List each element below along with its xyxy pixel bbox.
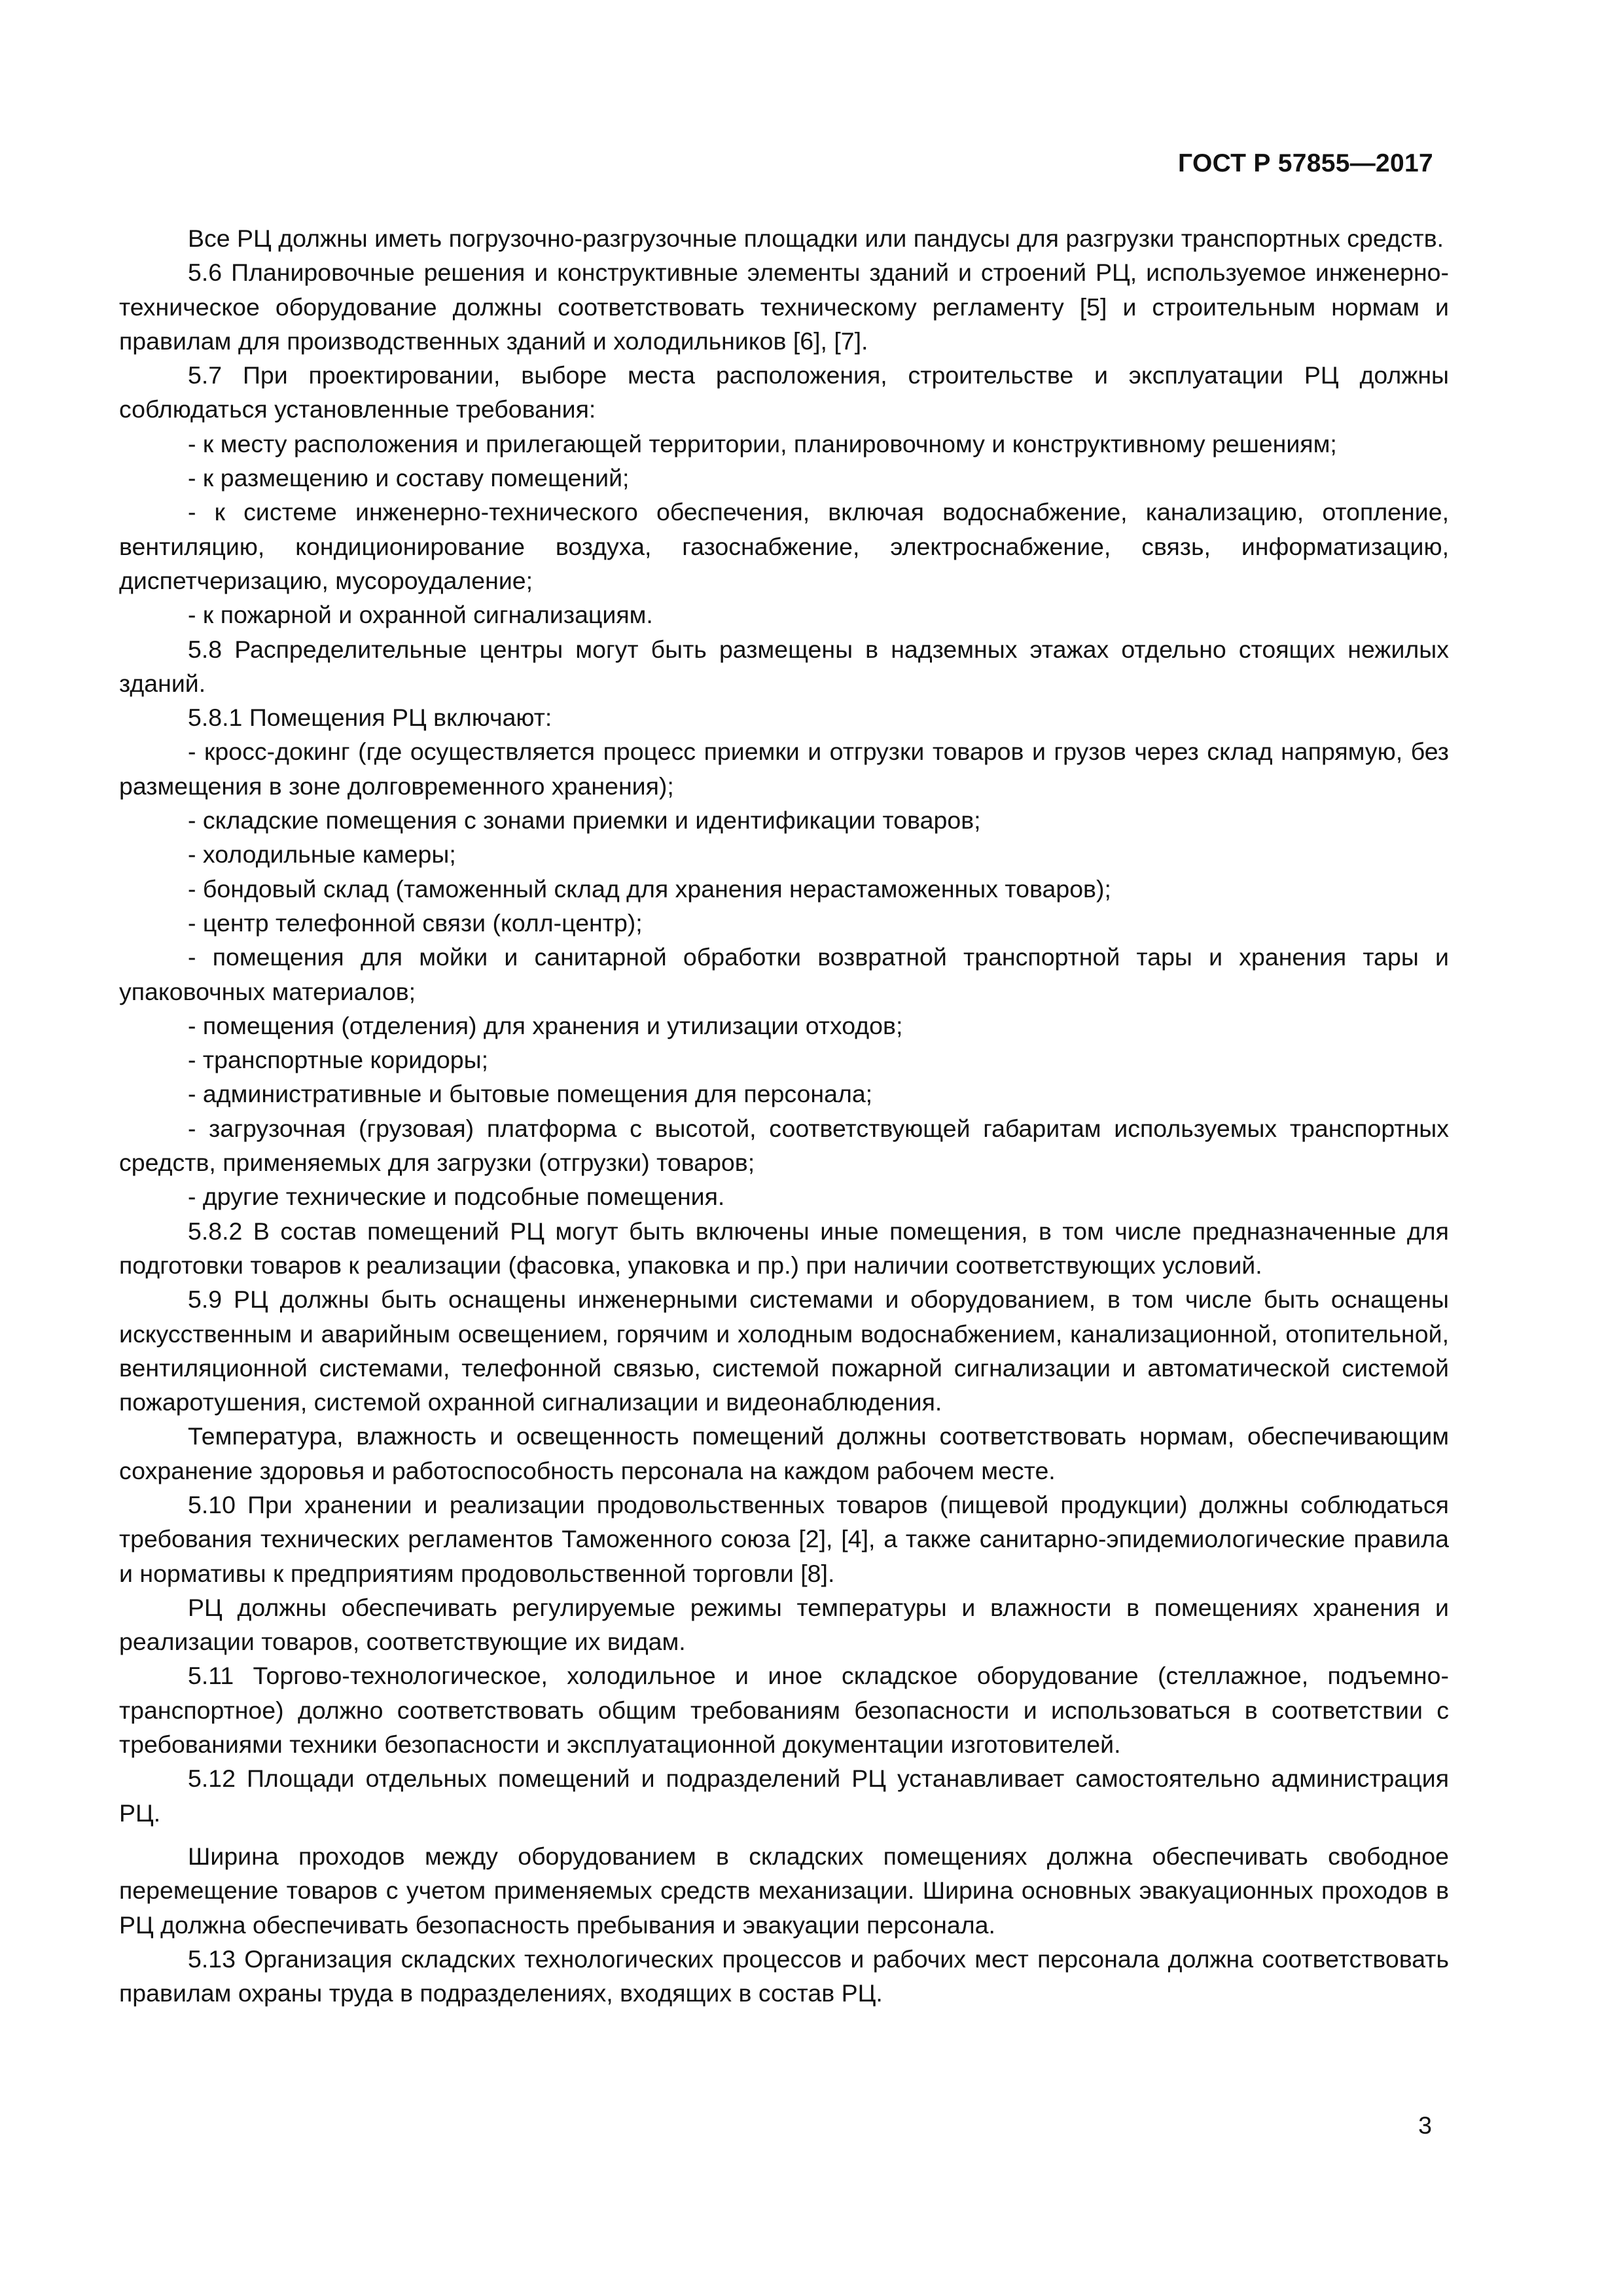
- list-item: - бондовый склад (таможенный склад для хранения нерастаможенных товаров);: [188, 874, 1111, 903]
- list-item: - к системе инженерно-технического обеспечения, включая водоснабжение, канализацию, отопление, вентиляцию, кондиционирование воздуха, газоснабжение, электроснабжение, связь, информатизацию, диспетчеризацию, мусороудаление;: [119, 498, 1449, 594]
- section-5-12: 5.12 Площади отдельных помещений и подразделений РЦ устанавливает самостоятельно администрация РЦ.: [119, 1765, 1449, 1827]
- section-5-10: 5.10 При хранении и реализации продовольственных товаров (пищевой продукции) должны соблюдаться требования технических регламентов Таможенного союза [2], [4], а также санитарно-эпидемиологические правила и нормативы к предприятиям продовольственной торговли [8].: [119, 1490, 1449, 1587]
- section-5-8-1: 5.8.1 Помещения РЦ включают:: [188, 704, 552, 732]
- list-item: - к пожарной и охранной сигнализациям.: [188, 601, 653, 629]
- standard-code-header: ГОСТ Р 57855—2017: [1178, 149, 1433, 177]
- list-item: - помещения (отделения) для хранения и утилизации отходов;: [188, 1011, 903, 1039]
- list-item: - загрузочная (грузовая) платформа с высотой, соответствующей габаритам используемых транспортных средств, применяемых для загрузки (отгрузки) товаров;: [119, 1114, 1449, 1177]
- list-item: - центр телефонной связи (колл-центр);: [188, 908, 643, 937]
- list-item: - холодильные камеры;: [188, 840, 456, 869]
- list-item: - к размещению и составу помещений;: [188, 464, 630, 492]
- list-item: - кросс-докинг (где осуществляется процесс приемки и отгрузки товаров и грузов через склад напрямую, без размещения в зоне долговременного хранения);: [119, 738, 1449, 800]
- paragraph: РЦ должны обеспечивать регулируемые режимы температуры и влажности в помещениях хранения и реализации товаров, соответствующие их видам.: [119, 1593, 1449, 1656]
- list-item: - к месту расположения и прилегающей территории, планировочному и конструктивному решениям;: [188, 429, 1337, 457]
- section-5-13: 5.13 Организация складских технологических процессов и рабочих мест персонала должна соответствовать правилам охраны труда в подразделениях, входящих в состав РЦ.: [119, 1945, 1449, 2007]
- section-5-8-2: 5.8.2 В состав помещений РЦ могут быть включены иные помещения, в том числе предназначенные для подготовки товаров к реализации (фасовка, упаковка и пр.) при наличии соответствующих условий.: [119, 1217, 1449, 1279]
- paragraph: Ширина проходов между оборудованием в складских помещениях должна обеспечивать свободное перемещение товаров с учетом применяемых средств механизации. Ширина основных эвакуационных проходов в РЦ должна обеспечивать безопасность пребывания и эвакуации персонала.: [119, 1842, 1449, 1939]
- list-item: - другие технические и подсобные помещения.: [188, 1183, 725, 1211]
- section-5-6: 5.6 Планировочные решения и конструктивные элементы зданий и строений РЦ, используемое инженерно-техническое оборудование должны соответствовать техническому регламенту [5] и строительным нормам и правилам для производственных зданий и холодильников [6], [7].: [119, 259, 1449, 355]
- section-5-11: 5.11 Торгово-технологическое, холодильное и иное складское оборудование (стеллажное, подъемно-транспортное) должно соответствовать общим требованиям безопасности и использоваться в соответствии с требованиями техники безопасности и эксплуатационной документации изготовителей.: [119, 1662, 1449, 1759]
- section-5-8: 5.8 Распределительные центры могут быть размещены в надземных этажах отдельно стоящих нежилых зданий.: [119, 635, 1449, 697]
- paragraph: Все РЦ должны иметь погрузочно-разгрузочные площадки или пандусы для разгрузки транспортных средств.: [188, 224, 1444, 252]
- section-5-9: 5.9 РЦ должны быть оснащены инженерными системами и оборудованием, в том числе быть оснащены искусственным и аварийным освещением, горячим и холодным водоснабжением, канализационной, отопительной, вентиляционной системами, телефонной связью, системой пожарной сигнализации и автоматической системой пожаротушения, системой охранной сигнализации и видеонаблюдения.: [119, 1285, 1449, 1416]
- page-number: 3: [1418, 2111, 1432, 2139]
- list-item: - складские помещения с зонами приемки и идентификации товаров;: [188, 806, 981, 834]
- body-text: [119, 221, 1449, 2010]
- list-item: - помещения для мойки и санитарной обработки возвратной транспортной тары и хранения тары и упаковочных материалов;: [119, 943, 1449, 1005]
- list-item: - административные и бытовые помещения для персонала;: [188, 1080, 873, 1108]
- section-5-7: 5.7 При проектировании, выборе места расположения, строительстве и эксплуатации РЦ должны соблюдаться установленные требования:: [119, 361, 1449, 423]
- paragraph: Температура, влажность и освещенность помещений должны соответствовать нормам, обеспечивающим сохранение здоровья и работоспособность персонала на каждом рабочем месте.: [119, 1422, 1449, 1484]
- list-item: - транспортные коридоры;: [188, 1046, 489, 1074]
